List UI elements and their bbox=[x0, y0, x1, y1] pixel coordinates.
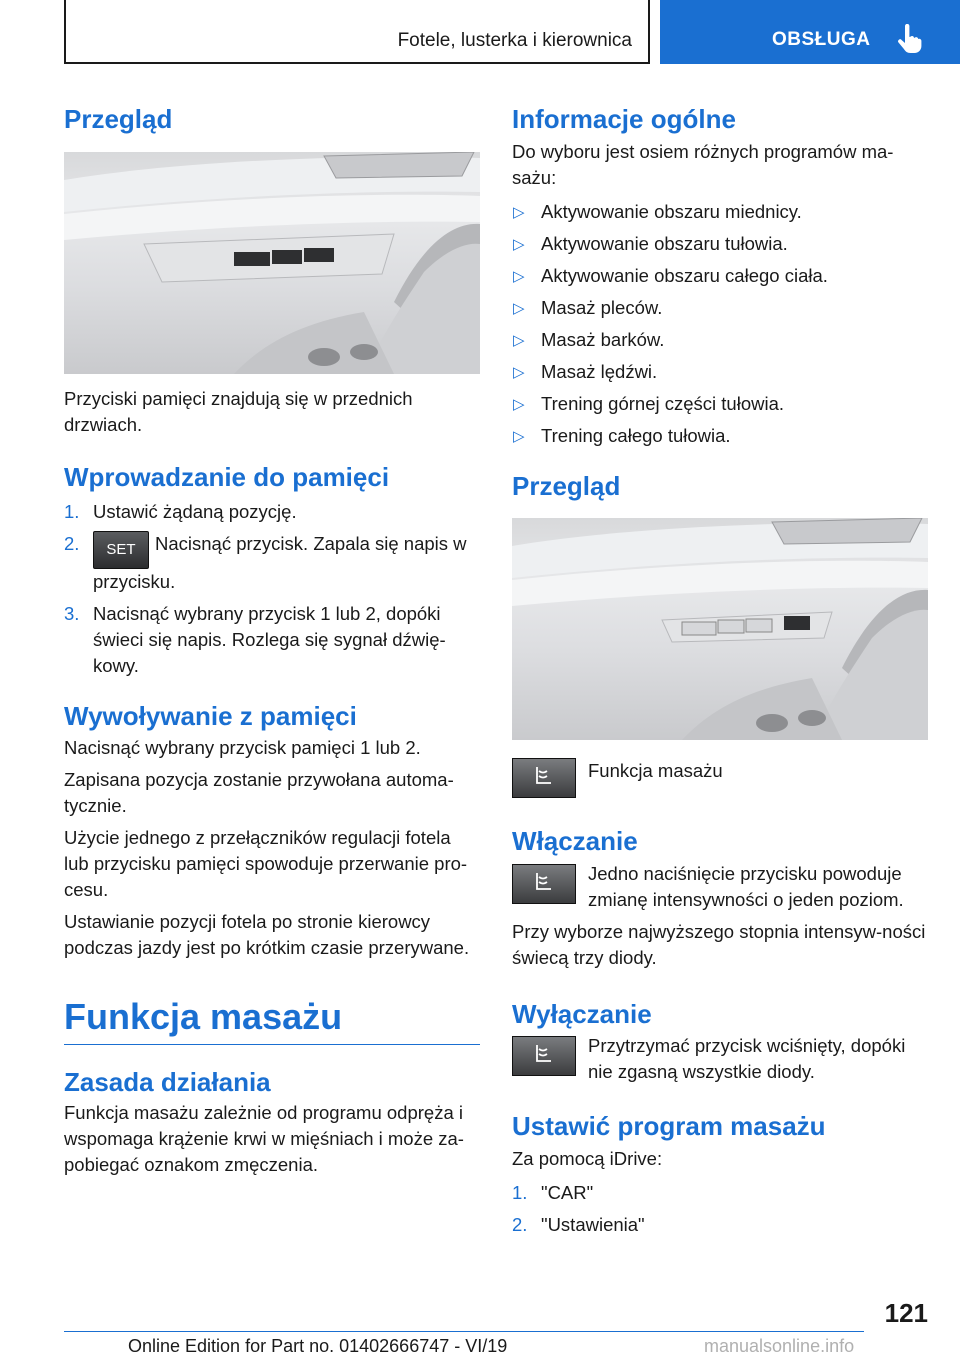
step-number: 1. bbox=[512, 1181, 528, 1203]
list-item bbox=[512, 295, 928, 321]
page-number: 121 bbox=[884, 1298, 928, 1328]
list-item bbox=[512, 1212, 928, 1238]
list-item bbox=[512, 1180, 928, 1206]
massage-function-caption: Funkcja masażu bbox=[588, 760, 723, 782]
triangle-bullet-icon: ▷ bbox=[513, 428, 525, 446]
triangle-bullet-icon: ▷ bbox=[513, 236, 525, 254]
triangle-bullet-icon: ▷ bbox=[513, 204, 525, 222]
list-item bbox=[64, 499, 480, 525]
program-text: Aktywowanie obszaru tułowia. bbox=[541, 233, 788, 255]
switch-on-row bbox=[512, 864, 928, 913]
switch-on-text: Jedno naciśnięcie przycisku powoduje zmianę intensywności o jeden poziom. bbox=[588, 862, 904, 910]
massage-seat-icon bbox=[512, 1036, 576, 1076]
recall-text-1: Nacisnąć wybrany przycisk pamięci 1 lub 2. bbox=[64, 736, 421, 758]
recall-memory-heading: Wywoływanie z pamięci bbox=[64, 701, 357, 732]
header-frame bbox=[64, 0, 650, 64]
store-memory-heading: Wprowadzanie do pamięci bbox=[64, 462, 390, 493]
switch-off-text: Przytrzymać przycisk wciśnięty, dopóki nie zgasną wszystkie diody. bbox=[588, 1034, 906, 1082]
footer-edition: Online Edition for Part no. 01402666747 - VI/19 bbox=[128, 1336, 508, 1356]
step-number: 2. bbox=[512, 1213, 528, 1235]
triangle-bullet-icon: ▷ bbox=[513, 396, 525, 414]
triangle-bullet-icon: ▷ bbox=[513, 332, 525, 350]
principle-text: Funkcja masażu zależnie od programu odpręża i wspomaga krążenie krwi w mięśniach i może za-pobiegać oznakom zmęczenia. bbox=[64, 1101, 464, 1175]
list-item bbox=[512, 263, 928, 289]
recall-text-4: Ustawianie pozycji fotela po stronie kierowcy podczas jazdy jest po krótkim czasie przerywane. bbox=[64, 910, 470, 958]
massage-seat-icon bbox=[512, 758, 576, 798]
set-button-icon: SET bbox=[93, 531, 149, 569]
program-text: Aktywowanie obszaru miednicy. bbox=[541, 201, 802, 223]
step-number: 2. bbox=[64, 533, 80, 555]
switch-on-text-2: Przy wyborze najwyższego stopnia intensyw-ności świecą trzy diody. bbox=[512, 920, 926, 968]
list-item bbox=[512, 423, 928, 449]
massage-chapter-heading-wrap bbox=[64, 995, 480, 1045]
massage-programs-list bbox=[512, 199, 928, 449]
step-number: 3. bbox=[64, 603, 80, 625]
section-title: Fotele, lusterka i kierownica bbox=[397, 30, 632, 51]
set-program-steps bbox=[512, 1180, 928, 1238]
right-column bbox=[512, 100, 928, 1238]
program-text: Aktywowanie obszaru całego ciała. bbox=[541, 265, 828, 287]
overview-heading: Przegląd bbox=[64, 104, 173, 134]
list-item bbox=[64, 531, 480, 595]
list-item bbox=[512, 327, 928, 353]
switch-off-row bbox=[512, 1036, 928, 1085]
list-item bbox=[512, 359, 928, 385]
photo-caption: Przyciski pamięci znajdują się w przednich drzwiach. bbox=[64, 388, 413, 436]
step-text: Nacisnąć przycisk. Zapala się napis w przycisku. bbox=[93, 533, 467, 593]
recall-text-2: Zapisana pozycja zostanie przywołana automa-tycznie. bbox=[64, 768, 454, 816]
recall-text-3: Użycie jednego z przełączników regulacji fotela lub przycisku pamięci spowoduje przerwanie pro-cesu. bbox=[64, 826, 468, 900]
switch-on-heading: Włączanie bbox=[512, 826, 638, 857]
step-number: 1. bbox=[64, 501, 80, 523]
step-text: Nacisnąć wybrany przycisk 1 lub 2, dopóki świeci się napis. Rozlega się sygnał dźwię-kowy. bbox=[93, 603, 446, 677]
massage-chapter-heading: Funkcja masażu bbox=[64, 995, 343, 1037]
door-massage-button-photo bbox=[512, 518, 928, 740]
step-text: Ustawić żądaną pozycję. bbox=[93, 501, 297, 523]
set-program-text: Za pomocą iDrive: bbox=[512, 1147, 663, 1169]
chapter-tab-label: OBSŁUGA bbox=[772, 29, 871, 50]
footer-watermark: manualsonline.info bbox=[704, 1336, 855, 1356]
left-column bbox=[64, 100, 480, 1178]
program-text: Trening całego tułowia. bbox=[541, 425, 731, 447]
program-text: Masaż lędźwi. bbox=[541, 361, 658, 383]
program-text: Trening górnej części tułowia. bbox=[541, 393, 785, 415]
switch-off-heading: Wyłączanie bbox=[512, 998, 652, 1029]
door-memory-buttons-photo bbox=[64, 152, 480, 374]
program-text: Masaż pleców. bbox=[541, 297, 663, 319]
overview-heading-right: Przegląd bbox=[512, 471, 621, 502]
list-item bbox=[512, 199, 928, 225]
set-program-heading: Ustawić program masażu bbox=[512, 1110, 826, 1141]
massage-seat-icon bbox=[512, 864, 576, 904]
general-info-heading: Informacje ogólne bbox=[512, 104, 736, 134]
triangle-bullet-icon: ▷ bbox=[513, 364, 525, 382]
list-item bbox=[512, 391, 928, 417]
general-info-text: Do wyboru jest osiem różnych programów ma-sażu: bbox=[512, 141, 894, 189]
door-panel-illustration bbox=[64, 152, 480, 374]
hand-pointer-icon bbox=[896, 24, 922, 54]
triangle-bullet-icon: ▷ bbox=[513, 268, 525, 286]
list-item bbox=[64, 601, 480, 679]
list-item bbox=[512, 231, 928, 257]
step-text: "Ustawienia" bbox=[541, 1213, 645, 1235]
triangle-bullet-icon: ▷ bbox=[513, 300, 525, 318]
door-panel-illustration bbox=[512, 518, 928, 740]
store-steps bbox=[64, 499, 480, 679]
principle-heading: Zasada działania bbox=[64, 1066, 271, 1097]
program-text: Masaż barków. bbox=[541, 329, 665, 351]
chapter-tab[interactable] bbox=[660, 0, 960, 64]
footer-divider bbox=[64, 1331, 864, 1332]
step-text: "CAR" bbox=[541, 1181, 594, 1203]
massage-function-row bbox=[512, 758, 928, 798]
